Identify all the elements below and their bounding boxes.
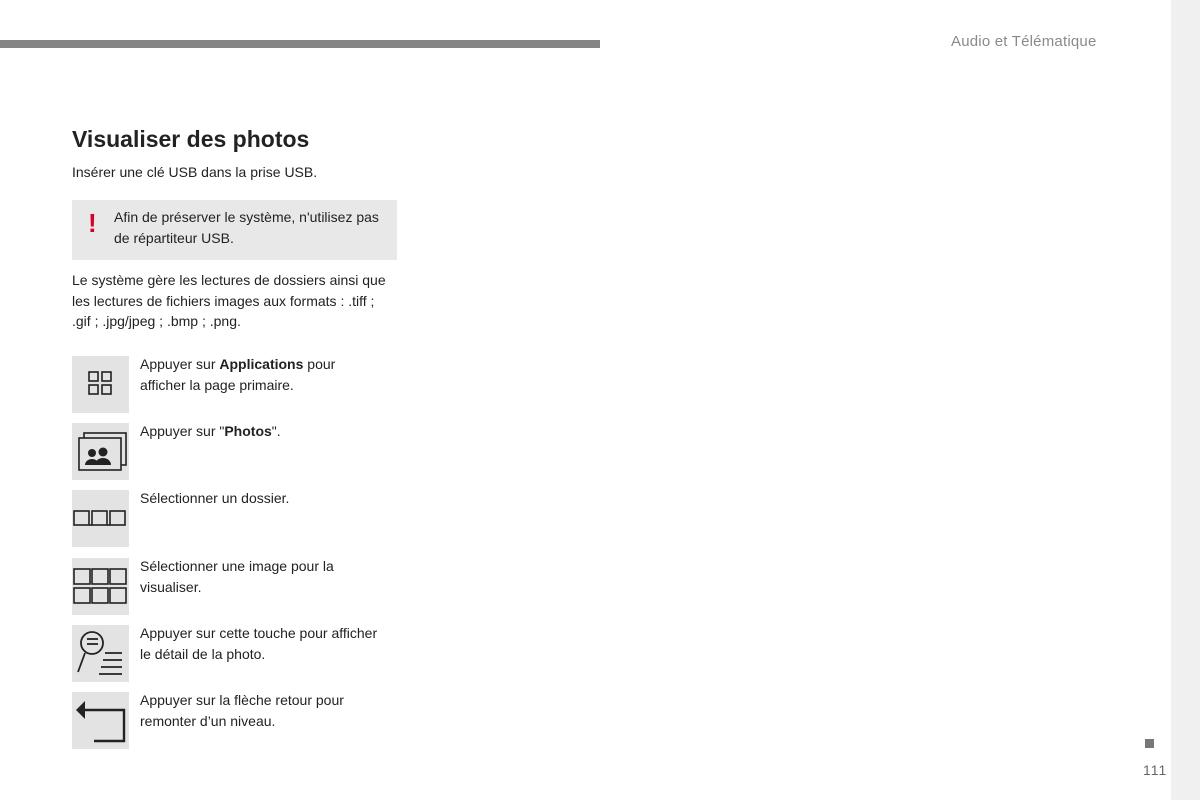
step-applications bbox=[72, 356, 392, 414]
photo-details-icon bbox=[72, 625, 129, 682]
step-details bbox=[72, 625, 392, 683]
folder-row-icon bbox=[72, 490, 129, 547]
step-text: Appuyer sur "Photos". bbox=[140, 423, 281, 439]
warning-icon: ! bbox=[88, 208, 97, 238]
intro-text: Insérer une clé USB dans la prise USB. bbox=[72, 164, 318, 180]
warning-box bbox=[72, 200, 397, 260]
photos-icon bbox=[72, 423, 129, 480]
formats-paragraph: Le système gère les lectures de dossiers ainsi que les lectures de fichiers images aux formats : .tiff ; .gif ; .jpg/jpeg ; .bmp ; .png. bbox=[72, 272, 386, 329]
page-title: Visualiser des photos bbox=[72, 126, 310, 152]
step-back bbox=[72, 692, 392, 750]
back-arrow-icon bbox=[72, 692, 129, 749]
step-image bbox=[72, 558, 392, 616]
step-photos bbox=[72, 423, 392, 481]
section-title: Audio et Télématique bbox=[951, 33, 1097, 50]
step-text: Appuyer sur cette touche pour afficher le détail de la photo. bbox=[140, 625, 378, 662]
step-text: Sélectionner un dossier. bbox=[140, 490, 290, 506]
page-number: 111 bbox=[1143, 762, 1168, 778]
step-text: Appuyer sur la flèche retour pour remonter d’un niveau. bbox=[140, 692, 344, 729]
page-marker bbox=[1145, 739, 1154, 748]
header-rule bbox=[0, 40, 600, 48]
page-edge-strip bbox=[1171, 0, 1200, 800]
image-grid-icon bbox=[72, 558, 129, 615]
applications-grid-icon bbox=[72, 356, 129, 413]
warning-text: Afin de préserver le système, n'utilisez pas de répartiteur USB. bbox=[114, 209, 379, 246]
step-text: Sélectionner une image pour la visualiser. bbox=[140, 558, 334, 595]
step-text: Appuyer sur Applications pour afficher la page primaire. bbox=[140, 356, 336, 393]
step-folder bbox=[72, 490, 392, 548]
